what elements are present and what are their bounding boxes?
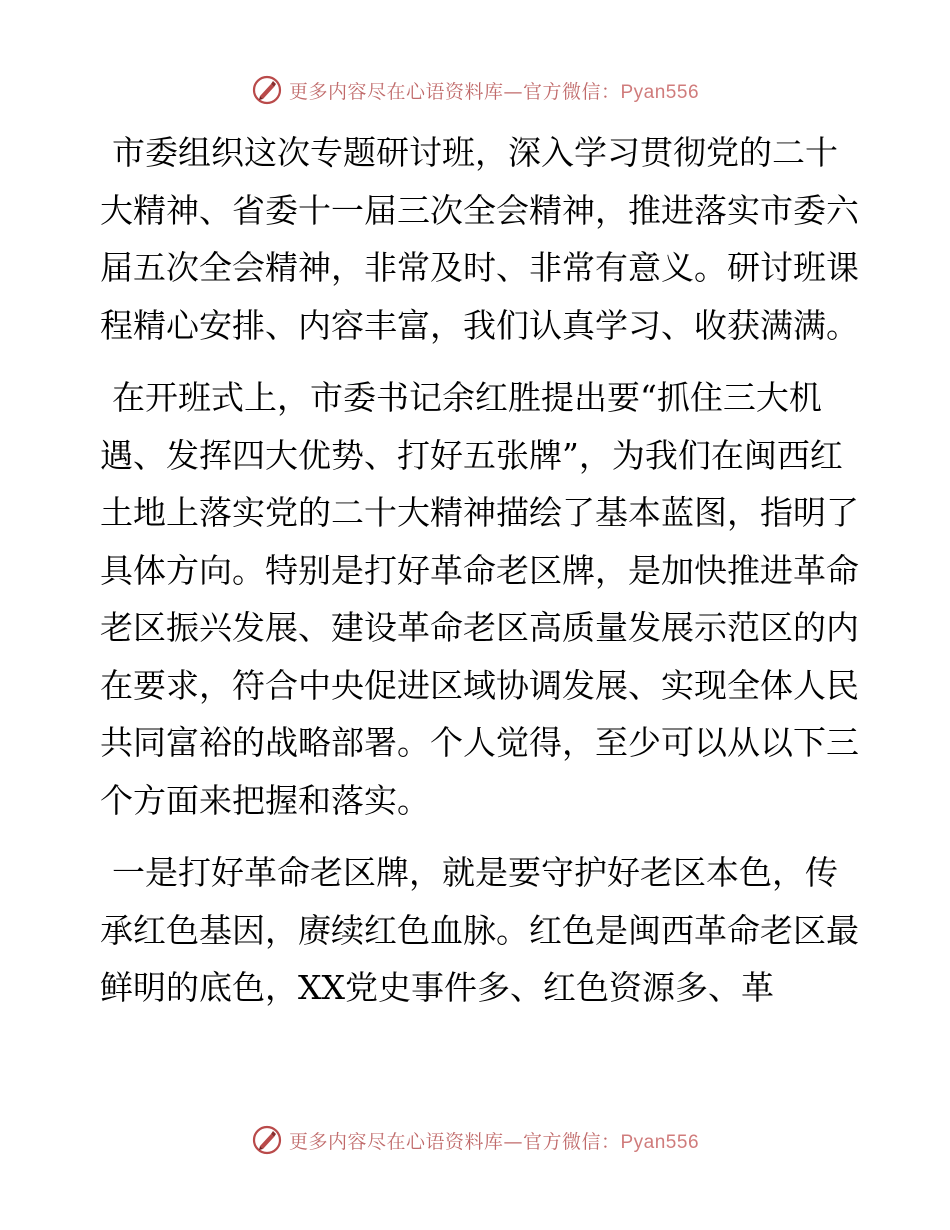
pen-logo-icon (251, 1124, 283, 1156)
watermark-footer (0, 1120, 950, 1160)
watermark-text: 更多内容尽在心语资料库—官方微信：Pyan556 (288, 80, 700, 103)
watermark-header (0, 70, 950, 110)
watermark-text: 更多内容尽在心语资料库—官方微信：Pyan556 (288, 1130, 700, 1153)
paragraph: 在开班式上，市委书记余红胜提出要“抓住三大机遇、发挥四大优势、打好五张牌”，为我们在闽西红土地上落实党的二十大精神描绘了基本蓝图，指明了具体方向。特别是打好革命老区牌，是加快推进革命老区振兴发展、建设革命老区高质量发展示范区的内在要求，符合中央促进区域协调发展、实现全体人民共同富裕的战略部署。个人觉得，至少可以从以下三个方面来把握和落实。 (100, 378, 859, 820)
document-body (100, 124, 860, 1032)
paragraph: 市委组织这次专题研讨班，深入学习贯彻党的二十大精神、省委十一届三次全会精神，推进落实市委六届五次全会精神，非常及时、非常有意义。研讨班课程精心安排、内容丰富，我们认真学习、收获满满。 (100, 133, 859, 345)
paragraph: 一是打好革命老区牌，就是要守护好老区本色，传承红色基因，赓续红色血脉。红色是闽西革命老区最鲜明的底色，XX党史事件多、红色资源多、革 (100, 853, 859, 1007)
pen-logo-icon (251, 74, 283, 106)
